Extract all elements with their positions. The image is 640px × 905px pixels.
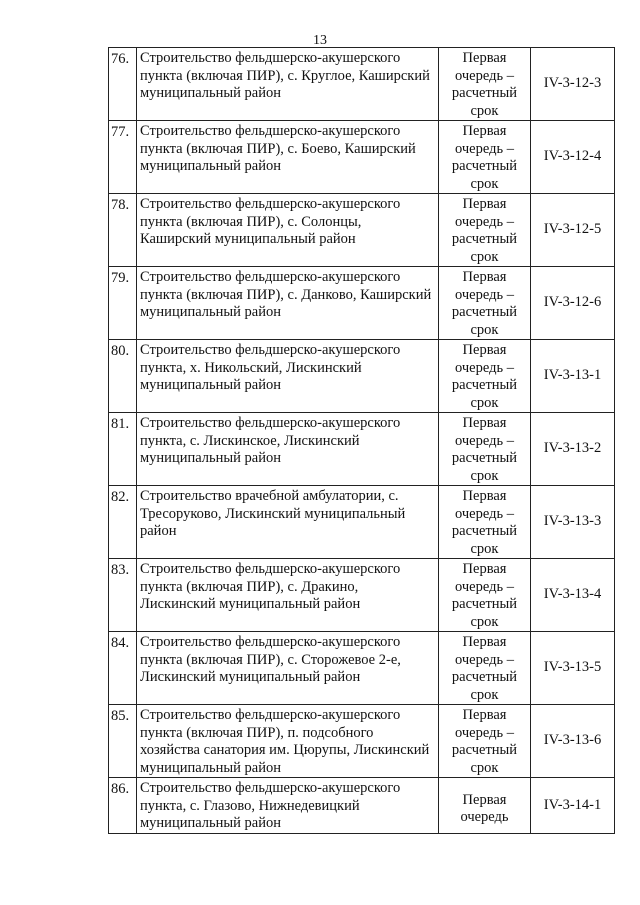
table-row [109,267,615,340]
project-name: Строительство фельдшерско-акушерского пункта (включая ПИР), п. подсобного хозяйства санатория им. Цюрупы, Лискинский муниципальный район [137,705,439,778]
implementation-stage: Первая очередь – расчетный срок [439,267,531,340]
implementation-stage: Первая очередь – расчетный срок [439,194,531,267]
project-code: IV-3-12-5 [531,194,615,267]
project-code: IV-3-12-4 [531,121,615,194]
table-row [109,486,615,559]
table-row [109,778,615,834]
project-name: Строительство фельдшерско-акушерского пункта (включая ПИР), с. Боево, Каширский муниципальный район [137,121,439,194]
page-number: 13 [313,33,327,48]
row-number: 78. [109,194,137,267]
row-number: 80. [109,340,137,413]
table-row [109,632,615,705]
row-number: 77. [109,121,137,194]
row-number: 86. [109,778,137,834]
implementation-stage: Первая очередь – расчетный срок [439,632,531,705]
row-number: 84. [109,632,137,705]
project-name: Строительство фельдшерско-акушерского пункта (включая ПИР), с. Солонцы, Каширский муниципальный район [137,194,439,267]
implementation-stage: Первая очередь – расчетный срок [439,48,531,121]
implementation-stage: Первая очередь – расчетный срок [439,340,531,413]
table-row [109,705,615,778]
project-name: Строительство фельдшерско-акушерского пункта, с. Глазово, Нижнедевицкий муниципальный район [137,778,439,834]
table-row [109,194,615,267]
project-name: Строительство фельдшерско-акушерского пункта, х. Никольский, Лискинский муниципальный район [137,340,439,413]
row-number: 83. [109,559,137,632]
row-number: 79. [109,267,137,340]
row-number: 81. [109,413,137,486]
implementation-stage: Первая очередь – расчетный срок [439,705,531,778]
project-name: Строительство фельдшерско-акушерского пункта (включая ПИР), с. Дракино, Лискинский муниципальный район [137,559,439,632]
project-code: IV-3-13-2 [531,413,615,486]
project-code: IV-3-13-3 [531,486,615,559]
table-row [109,48,615,121]
projects-table [108,47,615,834]
project-code: IV-3-13-5 [531,632,615,705]
implementation-stage: Первая очередь – расчетный срок [439,121,531,194]
project-name: Строительство фельдшерско-акушерского пункта (включая ПИР), с. Круглое, Каширский муниципальный район [137,48,439,121]
row-number: 82. [109,486,137,559]
project-name: Строительство фельдшерско-акушерского пункта, с. Лискинское, Лискинский муниципальный район [137,413,439,486]
project-code: IV-3-12-6 [531,267,615,340]
project-code: IV-3-12-3 [531,48,615,121]
project-code: IV-3-14-1 [531,778,615,834]
project-code: IV-3-13-6 [531,705,615,778]
implementation-stage: Первая очередь – расчетный срок [439,559,531,632]
implementation-stage: Первая очередь – расчетный срок [439,486,531,559]
row-number: 85. [109,705,137,778]
project-code: IV-3-13-4 [531,559,615,632]
table-row [109,413,615,486]
table-row [109,340,615,413]
project-code: IV-3-13-1 [531,340,615,413]
implementation-stage: Первая очередь [439,778,531,834]
project-name: Строительство фельдшерско-акушерского пункта (включая ПИР), с. Сторожевое 2-е, Лискинский муниципальный район [137,632,439,705]
table-row [109,121,615,194]
table-row [109,559,615,632]
project-name: Строительство фельдшерско-акушерского пункта (включая ПИР), с. Данково, Каширский муниципальный район [137,267,439,340]
row-number: 76. [109,48,137,121]
implementation-stage: Первая очередь – расчетный срок [439,413,531,486]
project-name: Строительство врачебной амбулатории, с. Тресоруково, Лискинский муниципальный район [137,486,439,559]
